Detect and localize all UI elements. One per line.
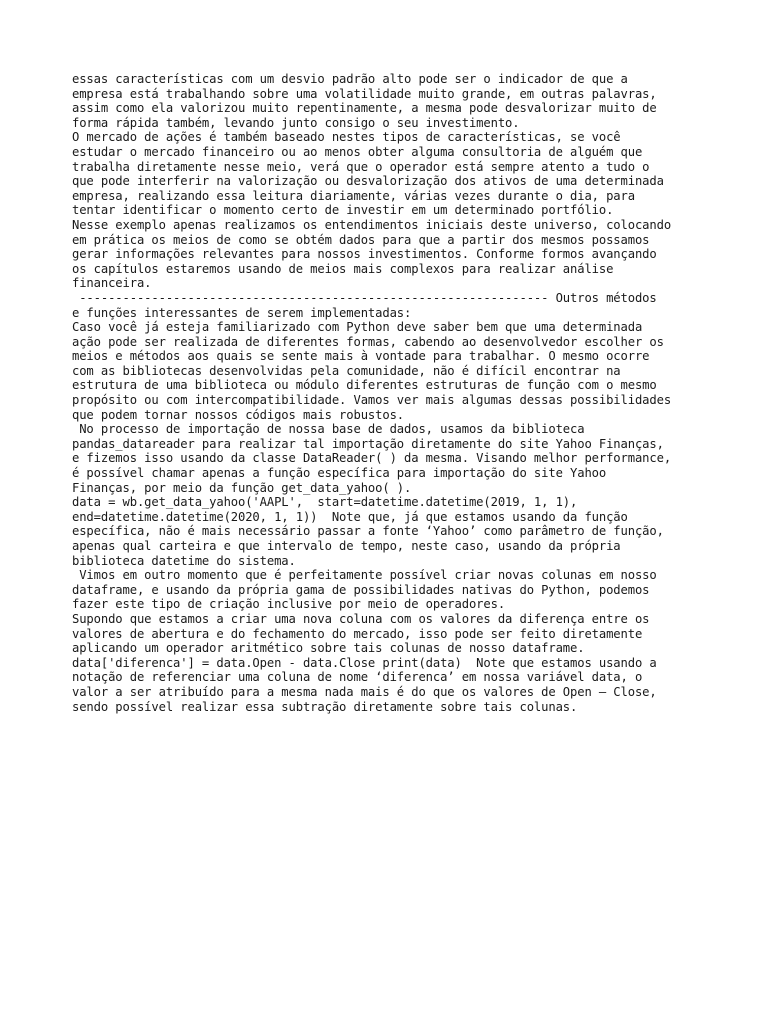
text-line: específica, não é mais necessário passar a fonte ‘Yahoo’ como parâmetro de função, [72, 524, 664, 539]
text-line: Supondo que estamos a criar uma nova coluna com os valores da diferença entre os [72, 611, 650, 626]
text-line: os capítulos estaremos usando de meios mais complexos para realizar análise [72, 261, 614, 276]
text-line: essas características com um desvio padrão alto pode ser o indicador de que a [72, 72, 628, 86]
text-line: propósito ou com intercompatibilidade. Vamos ver mais algumas dessas possibilidades [72, 393, 672, 408]
text-line: estrutura de uma biblioteca ou módulo diferentes estruturas de função com o mesmo [72, 378, 657, 393]
text-line: empresa, realizando essa leitura diariamente, várias vezes durante o dia, para [72, 188, 635, 203]
text-line: data['diferenca'] = data.Open - data.Close print(data) Note que estamos usando a [72, 655, 657, 670]
text-line: é possível chamar apenas a função específica para importação do site Yahoo [72, 466, 607, 481]
text-line: em prática os meios de como se obtém dados para que a partir dos mesmos possamos [72, 232, 650, 247]
text-line: valor a ser atribuído para a mesma nada mais é do que os valores de Open – Close, [72, 684, 657, 699]
text-line: tentar identificar o momento certo de investir em um determinado portfólio. [72, 203, 614, 218]
text-line: sendo possível realizar essa subtração diretamente sobre tais colunas. [72, 699, 578, 714]
text-line: No processo de importação de nossa base de dados, usamos da biblioteca [72, 422, 585, 437]
text-line: que podem tornar nossos códigos mais robustos. [72, 407, 405, 422]
text-line: pandas_datareader para realizar tal importação diretamente do site Yahoo Finanças, [72, 436, 664, 451]
text-line: notação de referenciar uma coluna de nome ‘diferenca’ em nossa variável data, o [72, 670, 643, 685]
text-line: aplicando um operador aritmético sobre tais colunas de nosso dataframe. [72, 641, 585, 656]
text-line: ----------------------------------------------------------------- Outros métodos [72, 290, 657, 305]
text-line: e fizemos isso usando da classe DataReader( ) da mesma. Visando melhor performance, [72, 451, 672, 466]
text-line: data = wb.get_data_yahoo('AAPL', start=datetime.datetime(2019, 1, 1), [72, 495, 578, 510]
text-line: que pode interferir na valorização ou desvalorização dos ativos de uma determinada [72, 174, 664, 189]
text-line: assim como ela valorizou muito repentinamente, a mesma pode desvalorizar muito de [72, 101, 657, 116]
text-line: Vimos em outro momento que é perfeitamente possível criar novas colunas em nosso [72, 568, 657, 583]
text-line: financeira. [72, 276, 152, 291]
text-line: ação pode ser realizada de diferentes formas, cabendo ao desenvolvedor escolher os [72, 334, 664, 349]
text-line: empresa está trabalhando sobre uma volatilidade muito grande, em outras palavras, [72, 86, 657, 101]
body-text [72, 72, 712, 714]
text-line: O mercado de ações é também baseado nestes tipos de características, se você [72, 130, 621, 145]
text-line: trabalha diretamente nesse meio, verá que o operador está sempre atento a tudo o [72, 159, 650, 174]
text-line: end=datetime.datetime(2020, 1, 1)) Note que, já que estamos usando da função [72, 509, 628, 524]
text-line: Nesse exemplo apenas realizamos os entendimentos iniciais deste universo, colocando [72, 217, 672, 232]
text-line: forma rápida também, levando junto consigo o seu investimento. [72, 115, 520, 130]
text-line: estudar o mercado financeiro ou ao menos obter alguma consultoria de alguém que [72, 144, 643, 159]
text-line: gerar informações relevantes para nossos investimentos. Conforme formos avançando [72, 247, 657, 262]
text-line: com as bibliotecas desenvolvidas pela comunidade, não é difícil encontrar na [72, 363, 621, 378]
text-line: biblioteca datetime do sistema. [72, 553, 296, 568]
text-line: e funções interessantes de serem implementadas: [72, 305, 412, 320]
text-line: Finanças, por meio da função get_data_yahoo( ). [72, 480, 412, 495]
text-line: apenas qual carteira e que intervalo de tempo, neste caso, usando da própria [72, 539, 621, 553]
text-line: dataframe, e usando da própria gama de possibilidades nativas do Python, podemos [72, 582, 650, 597]
text-line: Caso você já esteja familiarizado com Python deve saber bem que uma determinada [72, 320, 643, 335]
text-line: fazer este tipo de criação inclusive por meio de operadores. [72, 597, 506, 612]
text-line: meios e métodos aos quais se sente mais à vontade para trabalhar. O mesmo ocorre [72, 349, 650, 364]
text-line: valores de abertura e do fechamento do mercado, isso pode ser feito diretamente [72, 626, 643, 641]
